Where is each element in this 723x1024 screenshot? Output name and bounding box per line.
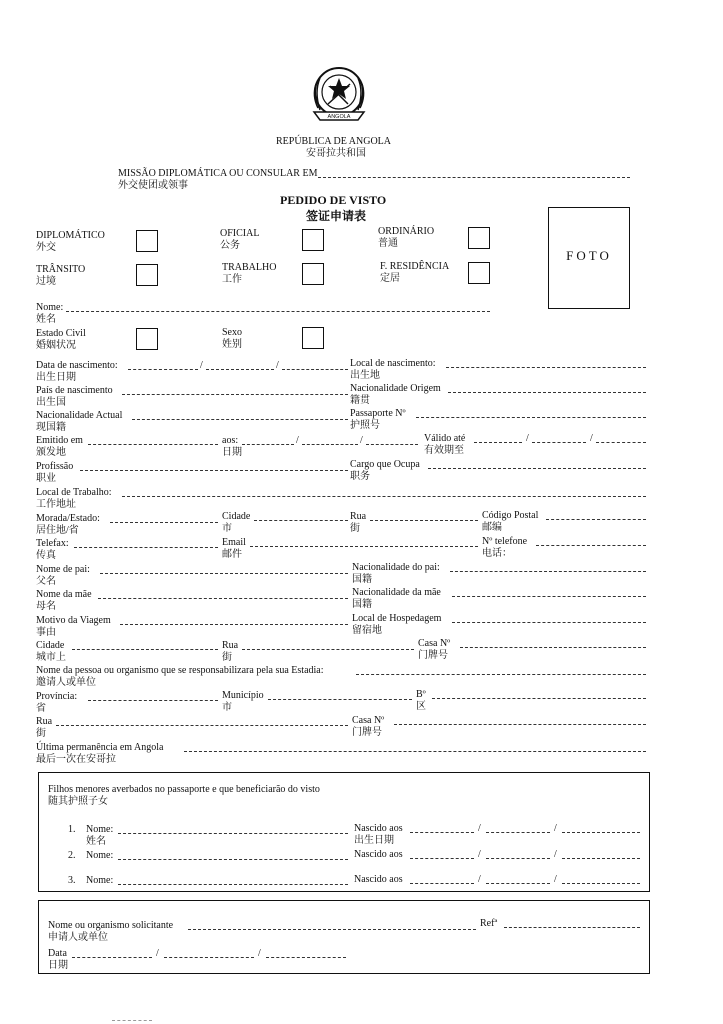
input-rua-estadia[interactable] — [242, 649, 414, 650]
field-nacionalidade-actual: Nacionalidade Actual 现国籍 — [36, 410, 123, 433]
input-nacionalidade-actual[interactable] — [132, 419, 348, 420]
input-codigo-postal[interactable] — [546, 519, 646, 520]
input-valido-dia[interactable] — [474, 442, 522, 443]
visa-type-ordinario: ORDINÁRIO 普通 — [378, 226, 435, 249]
child-row-number: 2. — [68, 850, 76, 861]
date-slash: / — [276, 360, 279, 371]
input-child-1-name[interactable] — [118, 833, 348, 834]
field-cidade-estadia: Cidade 城市上 — [36, 640, 66, 663]
visa-type-residencia: F. RESIDÊNCIA 定居 — [380, 261, 450, 284]
child-2-name-label: Nome: — [86, 850, 114, 861]
input-municipio[interactable] — [268, 699, 412, 700]
input-date-year[interactable] — [266, 957, 346, 958]
input-telefone[interactable] — [536, 545, 646, 546]
field-pais-nascimento: País de nascimento 出生国 — [36, 385, 113, 408]
checkbox-sexo[interactable] — [302, 327, 324, 349]
form-title-cn: 签证申请表 — [306, 209, 367, 223]
field-bairro: Bº 区 — [416, 689, 426, 712]
field-responsavel: Nome da pessoa ou organismo que se responsabilizara pela sua Estadia: 邀请人或单位 — [36, 665, 324, 688]
date-slash: / — [554, 874, 557, 885]
date-slash: / — [478, 823, 481, 834]
crest-text: ANGOLA — [327, 114, 351, 120]
input-aos-dia[interactable] — [242, 444, 294, 445]
input-child-3-month[interactable] — [486, 883, 550, 884]
input-pais-nascimento[interactable] — [122, 394, 348, 395]
input-casa-responsavel[interactable] — [394, 724, 646, 725]
field-valido: Válido até 有效期至 — [424, 433, 466, 456]
input-email[interactable] — [250, 546, 478, 547]
photo-box — [548, 207, 630, 309]
field-aos: aos: 日期 — [222, 435, 242, 458]
angola-coat-of-arms — [306, 62, 372, 134]
field-telefax: Telefax: 传真 — [36, 538, 69, 561]
input-child-2-year[interactable] — [562, 858, 640, 859]
input-child-2-day[interactable] — [410, 858, 474, 859]
field-casa-estadia: Casa Nº 门牌号 — [418, 638, 451, 661]
input-cidade[interactable] — [254, 520, 348, 521]
field-local-hospedagem: Local de Hospedagem 留宿地 — [352, 613, 442, 636]
input-responsavel[interactable] — [356, 674, 646, 675]
checkbox-trabalho[interactable] — [302, 263, 324, 285]
checkbox-residencia[interactable] — [468, 262, 490, 284]
field-nome-mae: Nome da mãe 母名 — [36, 589, 92, 612]
child-1-born-label: Nascido aos 出生日期 — [354, 823, 403, 846]
visa-type-transito: TRÂNSITO 过境 — [36, 264, 86, 287]
ref-label: Refª — [480, 918, 498, 929]
input-local-hospedagem[interactable] — [452, 622, 646, 623]
input-child-3-name[interactable] — [118, 884, 348, 885]
date-slash: / — [526, 433, 529, 444]
input-child-1-month[interactable] — [486, 832, 550, 833]
input-nacionalidade-mae[interactable] — [452, 596, 646, 597]
input-nome[interactable] — [66, 311, 490, 312]
date-label: Data 日期 — [48, 948, 68, 971]
visa-type-oficial: OFICIAL 公务 — [220, 228, 260, 251]
input-nome-mae[interactable] — [98, 598, 348, 599]
input-nacionalidade-pai[interactable] — [450, 571, 646, 572]
child-3-born-label: Nascido aos — [354, 874, 403, 885]
field-cidade: Cidade 市 — [222, 511, 251, 534]
input-ref[interactable] — [504, 927, 640, 928]
input-emitido[interactable] — [88, 444, 218, 445]
mission-label-cn: 外交使团或领事 — [118, 180, 188, 191]
child-row-number: 1. — [68, 824, 76, 835]
field-profissao: Profissão 职业 — [36, 461, 74, 484]
input-morada[interactable] — [110, 522, 218, 523]
field-nome-pai: Nome de pai: 父名 — [36, 564, 90, 587]
input-casa-estadia[interactable] — [460, 647, 646, 648]
input-date-month[interactable] — [164, 957, 254, 958]
input-aos-ano[interactable] — [366, 444, 418, 445]
photo-label: FOTO — [566, 248, 612, 263]
date-slash: / — [200, 360, 203, 371]
field-rua-estadia: Rua 街 — [222, 640, 239, 663]
child-1-name-label: Nome: 姓名 — [86, 824, 114, 847]
date-slash: / — [590, 433, 593, 444]
checkbox-transito[interactable] — [136, 264, 158, 286]
input-ultima-permanencia[interactable] — [184, 751, 646, 752]
date-slash: / — [156, 948, 159, 959]
field-codigo-postal: Código Postal 邮编 — [482, 510, 539, 533]
date-slash: / — [478, 849, 481, 860]
input-requester[interactable] — [188, 929, 476, 930]
input-local-trabalho[interactable] — [122, 496, 646, 497]
field-motivo: Motivo da Viagem 事由 — [36, 615, 111, 638]
field-provincia: Província: 省 — [36, 691, 78, 714]
field-nacionalidade-mae: Nacionalidade da mãe 国籍 — [352, 587, 441, 610]
input-date-day[interactable] — [72, 957, 152, 958]
input-nome-pai[interactable] — [100, 573, 348, 574]
date-slash: / — [296, 435, 299, 446]
input-child-1-year[interactable] — [562, 832, 640, 833]
children-title: Filhos menores averbados no passaporte e que beneficiarão do visto 随其护照子女 — [48, 784, 320, 807]
child-3-name-label: Nome: — [86, 875, 114, 886]
country-name-cn: 安哥拉共和国 — [306, 148, 366, 159]
input-motivo[interactable] — [120, 624, 348, 625]
mission-label: MISSÃO DIPLOMÁTICA OU CONSULAR EM — [118, 168, 318, 179]
country-name: REPÚBLICA DE ANGOLA — [276, 136, 392, 147]
input-valido-mes[interactable] — [532, 442, 586, 443]
field-nacionalidade-origem: Nacionalidade Origem 籍贯 — [350, 383, 441, 406]
requester-label: Nome ou organismo solicitante 申请人或单位 — [48, 920, 174, 943]
date-slash: / — [478, 874, 481, 885]
scan-edge-mark — [112, 1020, 152, 1021]
input-child-2-name[interactable] — [118, 859, 348, 860]
checkbox-estado-civil[interactable] — [136, 328, 158, 350]
visa-type-diplomatico: DIPLOMÁTICO 外交 — [36, 230, 105, 253]
field-casa-responsavel: Casa Nº 门牌号 — [352, 715, 385, 738]
visa-type-trabalho: TRABALHO 工作 — [222, 262, 277, 285]
input-child-3-day[interactable] — [410, 883, 474, 884]
input-child-3-year[interactable] — [562, 883, 640, 884]
field-sexo: Sexo 姓别 — [222, 327, 242, 350]
date-slash: / — [554, 823, 557, 834]
field-morada: Morada/Estado: 居住地/省 — [36, 513, 100, 536]
date-slash: / — [554, 849, 557, 860]
checkbox-oficial[interactable] — [302, 229, 324, 251]
input-rua-responsavel[interactable] — [56, 725, 348, 726]
child-row-number: 3. — [68, 875, 76, 886]
input-mes-nascimento[interactable] — [206, 369, 274, 370]
field-data-nascimento: Data de nascimento: 出生日期 — [36, 360, 118, 383]
field-municipio: Município 市 — [222, 690, 264, 713]
input-nacionalidade-origem[interactable] — [448, 392, 646, 393]
input-rua[interactable] — [370, 520, 478, 521]
field-emitido: Emitido em 颁发地 — [36, 435, 83, 458]
input-profissao[interactable] — [80, 470, 348, 471]
input-local-nascimento[interactable] — [446, 367, 646, 368]
field-email: Email 邮件 — [222, 537, 246, 560]
field-local-trabalho: Local de Trabalho: 工作地址 — [36, 487, 112, 510]
input-ano-nascimento[interactable] — [282, 369, 348, 370]
input-cidade-estadia[interactable] — [72, 649, 218, 650]
field-cargo: Cargo que Ocupa 职务 — [350, 459, 420, 482]
field-passaporte: Passaporte Nº 护照号 — [350, 408, 406, 431]
date-slash: / — [258, 948, 261, 959]
field-nacionalidade-pai: Nacionalidade do pai: 国籍 — [352, 562, 440, 585]
input-telefax[interactable] — [74, 547, 218, 548]
input-dia-nascimento[interactable] — [128, 369, 198, 370]
input-bairro[interactable] — [432, 698, 646, 699]
input-aos-mes[interactable] — [302, 444, 358, 445]
field-rua: Rua 街 — [350, 511, 367, 534]
input-cargo[interactable] — [428, 468, 646, 469]
child-2-born-label: Nascido aos — [354, 849, 403, 860]
input-passaporte[interactable] — [416, 417, 646, 418]
field-rua-responsavel: Rua 街 — [36, 716, 53, 739]
field-ultima-permanencia: Última permanência em Angola 最后一次在安哥拉 — [36, 742, 164, 765]
field-estado-civil: Estado Civil 婚姻状况 — [36, 328, 86, 351]
field-nome: Nome: 姓名 — [36, 302, 64, 325]
date-slash: / — [360, 435, 363, 446]
input-provincia[interactable] — [88, 700, 218, 701]
field-telefone: Nº telefone 电话： — [482, 536, 528, 559]
input-valido-ano[interactable] — [596, 442, 646, 443]
checkbox-diplomatico[interactable] — [136, 230, 158, 252]
checkbox-ordinario[interactable] — [468, 227, 490, 249]
mission-line[interactable] — [318, 177, 630, 178]
field-local-nascimento: Local de nascimento: 出生地 — [350, 358, 436, 381]
input-child-2-month[interactable] — [486, 858, 550, 859]
form-title: PEDIDO DE VISTO — [280, 193, 387, 207]
input-child-1-day[interactable] — [410, 832, 474, 833]
